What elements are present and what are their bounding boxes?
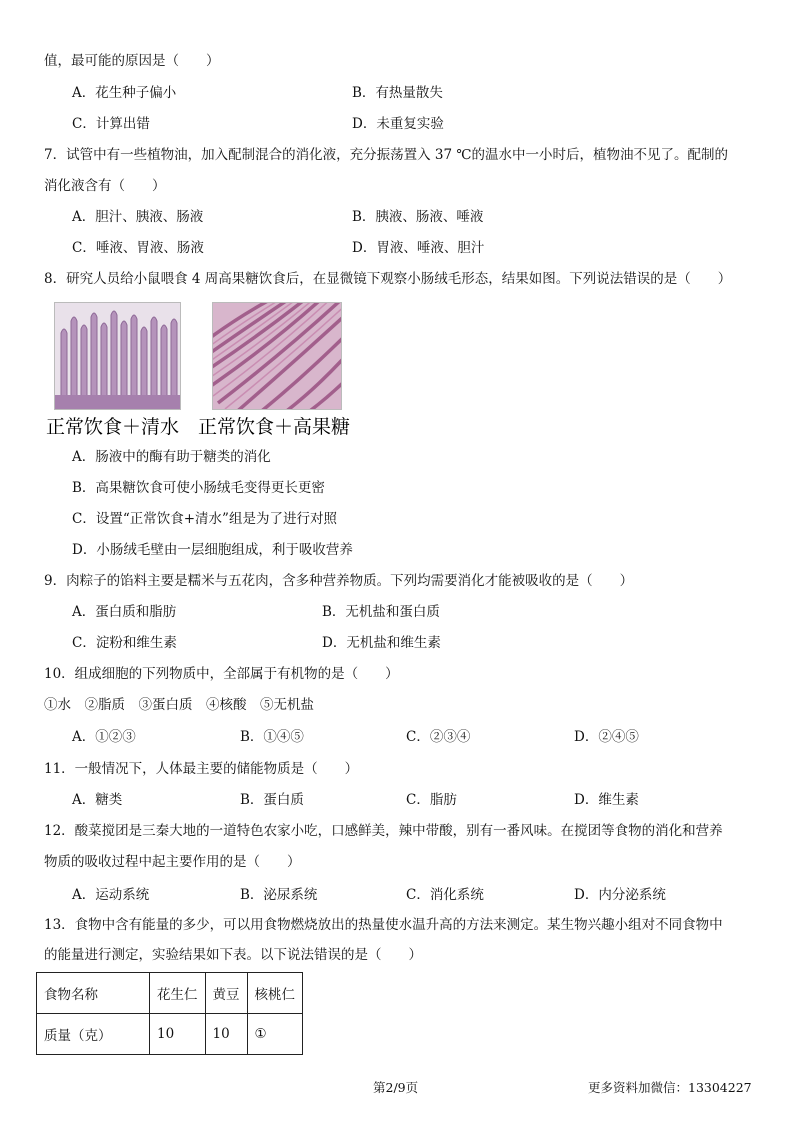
table-cell: 核桃仁 <box>247 973 303 1014</box>
q11-option-c: C．脂肪 <box>406 792 457 808</box>
q10-option-d: D．②④⑤ <box>574 729 639 745</box>
table-cell: 10 <box>150 1014 206 1055</box>
q12-option-b: B．泌尿系统 <box>240 887 318 903</box>
table-cell: 食物名称 <box>37 973 150 1014</box>
caption-normal-water: 正常饮食＋清水 <box>46 416 180 438</box>
q8-option-d: D．小肠绒毛壁由一层细胞组成，利于吸收营养 <box>72 542 353 558</box>
q9-option-b: B．无机盐和蛋白质 <box>322 604 440 620</box>
q9-option-d: D．无机盐和维生素 <box>322 635 441 651</box>
q7-option-d: D．胃液、唾液、胆汁 <box>352 240 485 256</box>
table-cell: 花生仁 <box>150 973 206 1014</box>
q13-stem-line1: 13．食物中含有能量的多少，可以用食物燃烧放出的热量使水温升高的方法来测定。某生物兴趣小组对不同食物中 <box>44 917 723 933</box>
q6-option-a: A．花生种子偏小 <box>72 85 177 101</box>
page-number: 第2/9页 <box>373 1080 419 1095</box>
q10-option-a: A．①②③ <box>72 729 136 745</box>
table-row <box>37 973 303 1014</box>
q9-stem: 9．肉粽子的馅料主要是糯米与五花肉，含多种营养物质。下列均需要消化才能被吸收的是（ ） <box>44 573 634 589</box>
q7-option-b: B．胰液、肠液、唾液 <box>352 209 484 225</box>
table-row <box>37 1014 303 1055</box>
table-cell: 质量（克） <box>37 1014 150 1055</box>
q6-option-c: C．计算出错 <box>72 116 150 132</box>
q10-items: ①水 ②脂质 ③蛋白质 ④核酸 ⑤无机盐 <box>44 697 314 713</box>
q12-option-a: A．运动系统 <box>72 887 150 903</box>
q11-option-d: D．维生素 <box>574 792 639 808</box>
q6-option-b: B．有热量散失 <box>352 85 443 101</box>
q7-stem-line2: 消化液含有（ ） <box>44 178 166 194</box>
q8-option-a: A．肠液中的酶有助于糖类的消化 <box>72 449 271 465</box>
q6-stem-tail: 值，最可能的原因是（ ） <box>44 53 220 69</box>
table-cell: 10 <box>205 1014 247 1055</box>
q10-stem: 10．组成细胞的下列物质中，全部属于有机物的是（ ） <box>44 666 399 682</box>
q13-stem-line2: 的能量进行测定，实验结果如下表。以下说法错误的是（ ） <box>44 947 422 963</box>
table-cell: ① <box>247 1014 303 1055</box>
q7-option-a: A．胆汁、胰液、肠液 <box>72 209 204 225</box>
q11-option-b: B．蛋白质 <box>240 792 304 808</box>
q7-stem-line1: 7．试管中有一些植物油，加入配制混合的消化液，充分振荡置入 37 ℃的温水中一小时后，植物油不见了。配制的 <box>44 147 728 163</box>
q11-stem: 11．一般情况下，人体最主要的储能物质是（ ） <box>44 761 359 777</box>
contact-note: 更多资料加微信：13304227 <box>588 1080 752 1095</box>
q10-option-c: C．②③④ <box>406 729 471 745</box>
q7-option-c: C．唾液、胃液、肠液 <box>72 240 204 256</box>
q9-option-c: C．淀粉和维生素 <box>72 635 177 651</box>
caption-normal-fructose: 正常饮食＋高果糖 <box>198 416 351 438</box>
q8-option-c: C．设置“正常饮食+清水”组是为了进行对照 <box>72 511 337 527</box>
micrograph-normal-water <box>54 302 181 410</box>
q12-stem-line2: 物质的吸收过程中起主要作用的是（ ） <box>44 854 301 870</box>
table-cell: 黄豆 <box>205 973 247 1014</box>
micrograph-normal-fructose <box>212 302 342 410</box>
q12-option-d: D．内分泌系统 <box>574 887 666 903</box>
q8-stem: 8．研究人员给小鼠喂食 4 周高果糖饮食后，在显微镜下观察小肠绒毛形态，结果如图。下列说法错误的是（ ） <box>44 271 732 287</box>
q9-option-a: A．蛋白质和脂肪 <box>72 604 177 620</box>
q12-stem-line1: 12．酸菜搅团是三秦大地的一道特色农家小吃，口感鲜美，辣中带酸，别有一番风味。在搅团等食物的消化和营养 <box>44 823 723 839</box>
q8-option-b: B．高果糖饮食可使小肠绒毛变得更长更密 <box>72 480 325 496</box>
q11-option-a: A．糖类 <box>72 792 123 808</box>
q6-option-d: D．未重复实验 <box>352 116 444 132</box>
q12-option-c: C．消化系统 <box>406 887 484 903</box>
food-energy-table <box>36 972 303 1055</box>
q10-option-b: B．①④⑤ <box>240 729 304 745</box>
